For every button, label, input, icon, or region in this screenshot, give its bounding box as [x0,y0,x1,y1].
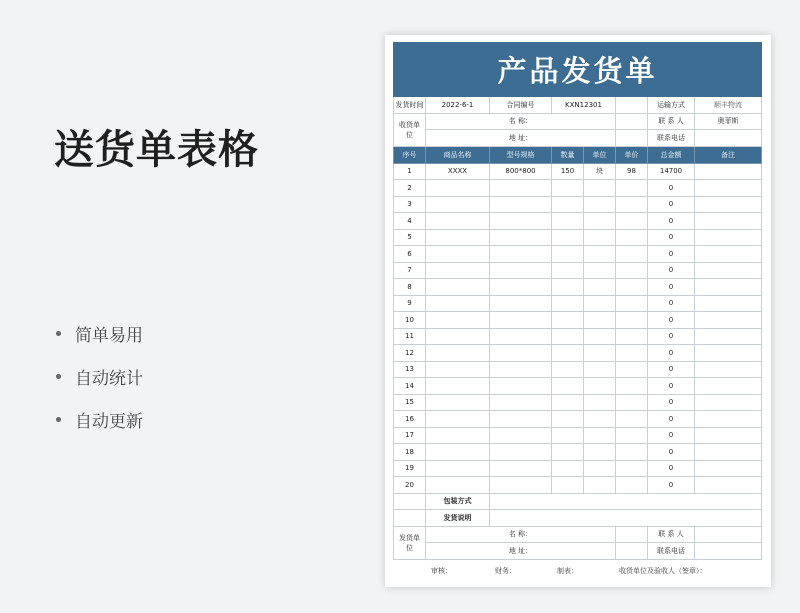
unit-price-cell [616,262,648,279]
unit-cell [584,345,616,362]
row-number-cell: 10 [394,312,426,329]
model-spec-cell [490,477,552,494]
table-row [394,477,762,494]
quantity-cell [552,279,584,296]
table-row [394,411,762,428]
remark-cell [695,345,762,362]
remark-cell [695,394,762,411]
sender-phone-label: 联系电话 [648,543,695,560]
total-amount-cell: 0 [648,427,695,444]
product-name-cell [426,180,490,197]
unit-price-cell [616,213,648,230]
row-number-cell: 9 [394,295,426,312]
unit-cell [584,312,616,329]
empty-cell [616,526,648,543]
remark-cell [695,312,762,329]
feature-label: 自动统计 [75,369,143,389]
total-amount-cell: 0 [648,328,695,345]
unit-price-cell [616,378,648,395]
table-row [394,361,762,378]
ship-date-value: 2022-6-1 [426,97,490,114]
product-name-cell [426,196,490,213]
quantity-cell [552,196,584,213]
table-row [394,345,762,362]
unit-price-cell [616,427,648,444]
bullet-icon [56,331,61,336]
product-name-cell [426,262,490,279]
receiver-phone-value [695,130,762,147]
row-number-cell: 3 [394,196,426,213]
contract-number-value: KXN12301 [552,97,616,114]
table-row [394,295,762,312]
product-name-cell [426,394,490,411]
item-table-header [394,146,762,163]
unit-cell [584,262,616,279]
empty-cell [394,510,426,527]
empty-cell [616,543,648,560]
contract-label: 合同编号 [490,97,552,114]
remark-cell [695,477,762,494]
model-spec-cell [490,444,552,461]
unit-price-cell: 98 [616,163,648,180]
quantity-cell [552,444,584,461]
remark-cell [695,196,762,213]
transport-label: 运输方式 [648,97,695,114]
quantity-cell [552,328,584,345]
column-header: 单位 [584,146,616,163]
feature-item [56,312,143,355]
row-number-cell: 6 [394,246,426,263]
row-number-cell: 15 [394,394,426,411]
empty-cell [394,493,426,510]
product-name-cell [426,328,490,345]
receiver-name-label: 名 称： [426,113,616,130]
remark-cell [695,361,762,378]
sender-phone-value [695,543,762,560]
ship-note-label: 发货说明 [426,510,490,527]
remark-cell [695,411,762,428]
row-number-cell: 19 [394,460,426,477]
total-amount-cell: 0 [648,262,695,279]
quantity-cell [552,411,584,428]
model-spec-cell [490,411,552,428]
product-name-cell [426,213,490,230]
column-header: 数量 [552,146,584,163]
row-number-cell: 12 [394,345,426,362]
feature-list [56,312,143,441]
row-number-cell: 14 [394,378,426,395]
quantity-cell [552,427,584,444]
product-name-cell [426,427,490,444]
quantity-cell [552,477,584,494]
unit-price-cell [616,411,648,428]
unit-price-cell [616,246,648,263]
remark-cell [695,262,762,279]
unit-cell: 块 [584,163,616,180]
product-name-cell [426,279,490,296]
packing-label: 包装方式 [426,493,490,510]
table-row [394,246,762,263]
receiver-signature-label: 收货单位及验收人（签章）： [619,567,707,575]
total-amount-cell: 14700 [648,163,695,180]
model-spec-cell [490,262,552,279]
unit-price-cell [616,328,648,345]
sender-unit-label [394,526,426,559]
quantity-cell [552,229,584,246]
finance-signature-label: 财务： [495,567,516,575]
model-spec-cell [490,295,552,312]
row-number-cell: 17 [394,427,426,444]
feature-item [56,355,143,398]
bullet-icon [56,374,61,379]
quantity-cell [552,246,584,263]
total-amount-cell: 0 [648,394,695,411]
unit-price-cell [616,180,648,197]
total-amount-cell: 0 [648,477,695,494]
table-row [394,213,762,230]
model-spec-cell [490,378,552,395]
page-title: 送货单表格 [54,127,259,173]
product-name-cell [426,411,490,428]
packing-value [490,493,762,510]
model-spec-cell: 800*800 [490,163,552,180]
receiver-unit-label-line2: 位 [406,130,413,139]
table-row [394,328,762,345]
unit-cell [584,246,616,263]
sender-contact-value [695,526,762,543]
shipping-form-table [393,42,762,560]
model-spec-cell [490,427,552,444]
feature-item [56,398,143,441]
unit-cell [584,477,616,494]
sender-address-label: 地 址： [426,543,616,560]
row-number-cell: 7 [394,262,426,279]
row-number-cell: 2 [394,180,426,197]
quantity-cell [552,378,584,395]
table-row [394,378,762,395]
row-number-cell: 11 [394,328,426,345]
unit-price-cell [616,229,648,246]
row-number-cell: 20 [394,477,426,494]
unit-price-cell [616,460,648,477]
quantity-cell [552,345,584,362]
table-row [394,229,762,246]
unit-price-cell [616,345,648,362]
table-row [394,394,762,411]
unit-cell [584,196,616,213]
transport-value: 顺丰物流 [695,97,762,114]
unit-price-cell [616,196,648,213]
unit-cell [584,394,616,411]
row-number-cell: 8 [394,279,426,296]
signature-line [393,566,761,578]
row-number-cell: 5 [394,229,426,246]
product-name-cell [426,345,490,362]
sender-unit-label-line2: 位 [406,543,413,552]
model-spec-cell [490,279,552,296]
unit-cell [584,444,616,461]
total-amount-cell: 0 [648,444,695,461]
row-number-cell: 4 [394,213,426,230]
row-number-cell: 1 [394,163,426,180]
column-header: 备注 [695,146,762,163]
row-number-cell: 16 [394,411,426,428]
model-spec-cell [490,328,552,345]
document-preview [385,35,771,587]
quantity-cell [552,262,584,279]
column-header: 单价 [616,146,648,163]
sender-name-label: 名 称： [426,526,616,543]
unit-cell [584,411,616,428]
remark-cell [695,163,762,180]
product-name-cell [426,361,490,378]
product-name-cell: XXXX [426,163,490,180]
form-banner-title: 产品发货单 [394,43,762,97]
model-spec-cell [490,312,552,329]
model-spec-cell [490,180,552,197]
unit-price-cell [616,477,648,494]
unit-price-cell [616,279,648,296]
table-row [394,444,762,461]
total-amount-cell: 0 [648,411,695,428]
table-row [394,262,762,279]
empty-cell [616,113,648,130]
row-number-cell: 13 [394,361,426,378]
total-amount-cell: 0 [648,295,695,312]
remark-cell [695,444,762,461]
remark-cell [695,213,762,230]
preparer-signature-label: 制表： [557,567,578,575]
product-name-cell [426,312,490,329]
total-amount-cell: 0 [648,345,695,362]
unit-cell [584,295,616,312]
unit-price-cell [616,312,648,329]
review-signature-label: 审核： [431,567,452,575]
receiver-unit-label-line1: 收货单 [399,120,420,129]
receiver-address-label: 地 址： [426,130,616,147]
table-row [394,460,762,477]
quantity-cell [552,361,584,378]
remark-cell [695,246,762,263]
sender-unit-label-line1: 发货单 [399,533,420,542]
unit-cell [584,328,616,345]
unit-cell [584,180,616,197]
total-amount-cell: 0 [648,279,695,296]
product-name-cell [426,378,490,395]
feature-label: 简单易用 [75,326,143,346]
remark-cell [695,295,762,312]
total-amount-cell: 0 [648,196,695,213]
quantity-cell [552,312,584,329]
product-name-cell [426,295,490,312]
ship-note-value [490,510,762,527]
total-amount-cell: 0 [648,213,695,230]
product-name-cell [426,477,490,494]
table-row [394,180,762,197]
quantity-cell [552,295,584,312]
ship-time-label: 发货时间 [394,97,426,114]
table-row [394,279,762,296]
remark-cell [695,279,762,296]
unit-cell [584,361,616,378]
remark-cell [695,378,762,395]
model-spec-cell [490,246,552,263]
column-header: 型号规格 [490,146,552,163]
unit-cell [584,229,616,246]
total-amount-cell: 0 [648,246,695,263]
table-row [394,312,762,329]
receiver-unit-label [394,113,426,146]
empty-cell [616,130,648,147]
unit-price-cell [616,361,648,378]
column-header: 总金额 [648,146,695,163]
unit-cell [584,378,616,395]
total-amount-cell: 0 [648,180,695,197]
remark-cell [695,427,762,444]
column-header: 序号 [394,146,426,163]
quantity-cell [552,394,584,411]
model-spec-cell [490,394,552,411]
feature-label: 自动更新 [75,412,143,432]
product-name-cell [426,460,490,477]
model-spec-cell [490,361,552,378]
total-amount-cell: 0 [648,460,695,477]
quantity-cell [552,460,584,477]
model-spec-cell [490,213,552,230]
quantity-cell [552,213,584,230]
unit-cell [584,279,616,296]
unit-price-cell [616,444,648,461]
unit-cell [584,213,616,230]
unit-price-cell [616,295,648,312]
total-amount-cell: 0 [648,361,695,378]
receiver-phone-label: 联系电话 [648,130,695,147]
remark-cell [695,180,762,197]
table-row [394,163,762,180]
total-amount-cell: 0 [648,378,695,395]
row-number-cell: 18 [394,444,426,461]
receiver-contact-value: 奥菲斯 [695,113,762,130]
bullet-icon [56,417,61,422]
quantity-cell: 150 [552,163,584,180]
model-spec-cell [490,345,552,362]
unit-cell [584,427,616,444]
table-row [394,427,762,444]
unit-cell [584,460,616,477]
remark-cell [695,328,762,345]
model-spec-cell [490,229,552,246]
product-name-cell [426,246,490,263]
total-amount-cell: 0 [648,312,695,329]
total-amount-cell: 0 [648,229,695,246]
unit-price-cell [616,394,648,411]
model-spec-cell [490,196,552,213]
table-row [394,196,762,213]
empty-cell [616,97,648,114]
column-header: 商品名称 [426,146,490,163]
product-name-cell [426,229,490,246]
remark-cell [695,460,762,477]
model-spec-cell [490,460,552,477]
receiver-contact-label: 联 系 人 [648,113,695,130]
remark-cell [695,229,762,246]
quantity-cell [552,180,584,197]
product-name-cell [426,444,490,461]
sender-contact-label: 联 系 人 [648,526,695,543]
